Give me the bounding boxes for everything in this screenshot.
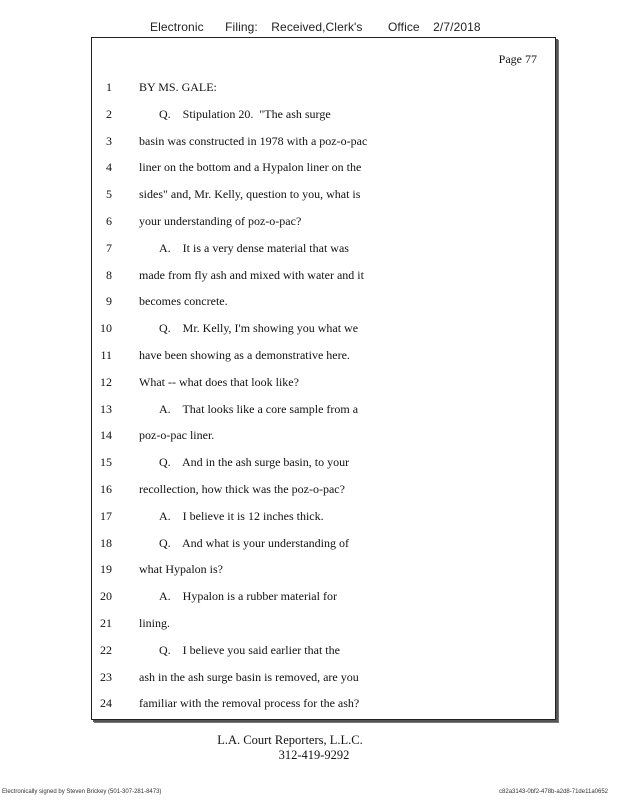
line-number: 6 (106, 213, 112, 228)
line-text: your understanding of poz-o-pac? (139, 213, 302, 228)
line-text: A. That looks like a core sample from a (159, 401, 359, 416)
line-text: Q. And in the ash surge basin, to your (159, 455, 350, 470)
line-text: ash in the ash surge basin is removed, are you (139, 669, 359, 684)
transcript-line (92, 449, 555, 476)
transcript-line (92, 128, 555, 155)
line-number: 21 (100, 615, 112, 630)
electronic-signature: Electronically signed by Steven Brickey (501-307-281-8473) (2, 789, 162, 795)
transcript-line (92, 262, 555, 289)
line-number: 5 (106, 187, 112, 202)
line-number: 23 (100, 669, 112, 684)
line-text: Q. Stipulation 20. "The ash surge (159, 106, 331, 121)
line-text: familiar with the removal process for the ash? (139, 696, 360, 711)
line-text: liner on the bottom and a Hypalon liner on the (139, 160, 362, 175)
transcript-line (92, 208, 555, 235)
transcript-line (92, 610, 555, 637)
line-text: Q. I believe you said earlier that the (159, 642, 340, 657)
filing-header-received: Received,Clerk's (271, 20, 363, 34)
line-number: 18 (100, 535, 112, 550)
transcript-line (92, 556, 555, 583)
filing-header-electronic: Electronic (150, 20, 204, 34)
footer-firm: L.A. Court Reporters, L.L.C. (217, 733, 363, 747)
line-number: 17 (100, 508, 112, 523)
line-number: 3 (106, 133, 112, 148)
line-number: 1 (106, 80, 112, 94)
line-text: recollection, how thick was the poz-o-pac? (139, 481, 345, 496)
line-text: A. Hypalon is a rubber material for (159, 589, 337, 604)
line-number: 20 (100, 589, 112, 604)
transcript-line (92, 422, 555, 449)
line-number: 24 (100, 696, 112, 711)
transcript-line (92, 154, 555, 181)
line-number: 22 (100, 642, 112, 657)
transcript-line (92, 396, 555, 423)
filing-header-filing: Filing: (225, 20, 258, 34)
line-number: 13 (100, 401, 112, 416)
line-number: 14 (100, 428, 112, 443)
transcript-line (92, 74, 555, 101)
line-text: have been showing as a demonstrative here. (139, 347, 350, 362)
line-number: 12 (100, 374, 112, 389)
line-text: sides" and, Mr. Kelly, question to you, what is (139, 187, 361, 202)
line-number: 2 (106, 106, 112, 121)
transcript-line (92, 664, 555, 691)
line-number: 16 (100, 481, 112, 496)
line-number: 11 (100, 347, 112, 362)
filing-header-office: Office (387, 20, 420, 34)
transcript-line (92, 101, 555, 128)
filing-header (150, 20, 481, 34)
line-number: 19 (100, 562, 112, 577)
transcript-line (92, 315, 555, 342)
footer-phone: 312-419-9292 (278, 748, 350, 762)
line-text: A. I believe it is 12 inches thick. (159, 508, 324, 523)
line-number: 4 (106, 160, 112, 175)
line-number: 10 (100, 321, 112, 336)
transcript-line (92, 181, 555, 208)
transcript-line (92, 369, 555, 396)
line-text: BY MS. GALE: (139, 80, 217, 94)
line-text: becomes concrete. (139, 294, 228, 309)
transcript-line (92, 476, 555, 503)
line-number: 15 (100, 455, 112, 470)
document-hash: c82a3143-0bf2-478b-a2d8-71de11a0652 (499, 789, 608, 795)
line-text: poz-o-pac liner. (139, 428, 215, 443)
line-text: what Hypalon is? (139, 562, 223, 577)
transcript-line (92, 235, 555, 262)
line-text: lining. (139, 615, 171, 630)
transcript-line (92, 690, 555, 717)
page-number: Page 77 (498, 52, 537, 66)
line-number: 9 (106, 294, 112, 309)
transcript-line (92, 288, 555, 315)
transcript-lines (92, 74, 555, 717)
line-text: made from fly ash and mixed with water and it (139, 267, 364, 282)
line-number: 7 (106, 240, 112, 255)
line-text: Q. Mr. Kelly, I'm showing you what we (159, 321, 359, 336)
transcript-line (92, 503, 555, 530)
line-number: 8 (106, 267, 112, 282)
filing-header-date: 2/7/2018 (433, 20, 481, 34)
transcript-line (92, 342, 555, 369)
transcript-page (91, 37, 556, 720)
line-text: A. It is a very dense material that was (159, 240, 349, 255)
line-text: What -- what does that look like? (139, 374, 299, 389)
transcript-line (92, 583, 555, 610)
transcript-line (92, 530, 555, 557)
line-text: Q. And what is your understanding of (159, 535, 349, 550)
line-text: basin was constructed in 1978 with a poz-o-pac (139, 133, 368, 148)
transcript-line (92, 637, 555, 664)
